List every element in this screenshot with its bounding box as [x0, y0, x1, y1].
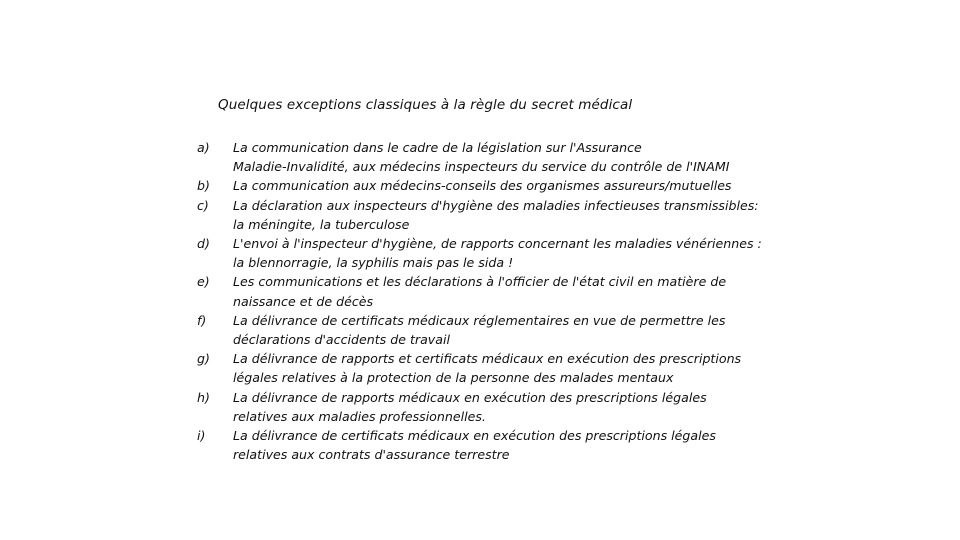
list-item-a: [197, 138, 797, 176]
list-item-line: La communication aux médecins-conseils des organismes assureurs/mutuelles: [233, 178, 732, 194]
list-marker: i): [197, 428, 206, 444]
list-item-text: [233, 311, 797, 349]
list-item-line: La communication dans le cadre de la législation sur l'Assurance: [233, 140, 642, 155]
list-item-text: [233, 138, 797, 176]
list-marker: h): [197, 389, 210, 405]
list-item-line: relatives aux contrats d'assurance terrestre: [233, 447, 510, 463]
list-item-line: La délivrance de certificats médicaux réglementaires en vue de permettre les: [233, 312, 726, 328]
list-item-e: [197, 272, 797, 310]
list-item-line: relatives aux maladies professionnelles.: [233, 408, 486, 424]
list-item-g: [197, 349, 797, 387]
list-marker: g): [197, 351, 210, 367]
list-item-text: [233, 272, 797, 310]
list-item-text: [233, 426, 797, 464]
list-item-line: La délivrance de rapports médicaux en exécution des prescriptions légales: [233, 389, 707, 405]
list-item-c: [197, 196, 797, 234]
list-item-b: [197, 176, 797, 195]
list-marker: c): [197, 197, 209, 213]
list-item-text: [233, 349, 797, 387]
list-item-line: naissance et de décès: [233, 293, 374, 309]
list-marker: d): [197, 236, 210, 252]
list-item-h: [197, 388, 797, 426]
list-marker: e): [197, 274, 210, 290]
list-item-line: la blennorragie, la syphilis mais pas le sida !: [233, 255, 514, 271]
list-item-line: la méningite, la tuberculose: [233, 216, 410, 232]
list-item-line: La délivrance de certificats médicaux en exécution des prescriptions légales: [233, 428, 716, 444]
list-marker: a): [197, 140, 210, 155]
list-marker: b): [197, 178, 210, 194]
list-item-line: L'envoi à l'inspecteur d'hygiène, de rapports concernant les maladies vénériennes :: [233, 236, 762, 252]
slide-title: Quelques exceptions classiques à la règle du secret médical: [218, 97, 633, 113]
list-item-line: La déclaration aux inspecteurs d'hygiène des maladies infectieuses transmissibles:: [233, 197, 759, 213]
list-item-f: [197, 311, 797, 349]
list-item-text: [233, 196, 797, 234]
list-item-text: [233, 234, 797, 272]
exceptions-list: [197, 138, 797, 464]
list-item-text: [233, 176, 797, 195]
list-item-line: légales relatives à la protection de la personne des malades mentaux: [233, 370, 674, 386]
list-marker: f): [197, 312, 207, 328]
list-item-line: Maladie-Invalidité, aux médecins inspecteurs du service du contrôle de l'INAMI: [233, 159, 730, 175]
list-item-line: déclarations d'accidents de travail: [233, 332, 450, 348]
list-item-line: Les communications et les déclarations à l'officier de l'état civil en matière de: [233, 274, 727, 290]
list-item-i: [197, 426, 797, 464]
list-item-line: La délivrance de rapports et certificats médicaux en exécution des prescriptions: [233, 351, 742, 367]
list-item-d: [197, 234, 797, 272]
list-item-text: [233, 388, 797, 426]
